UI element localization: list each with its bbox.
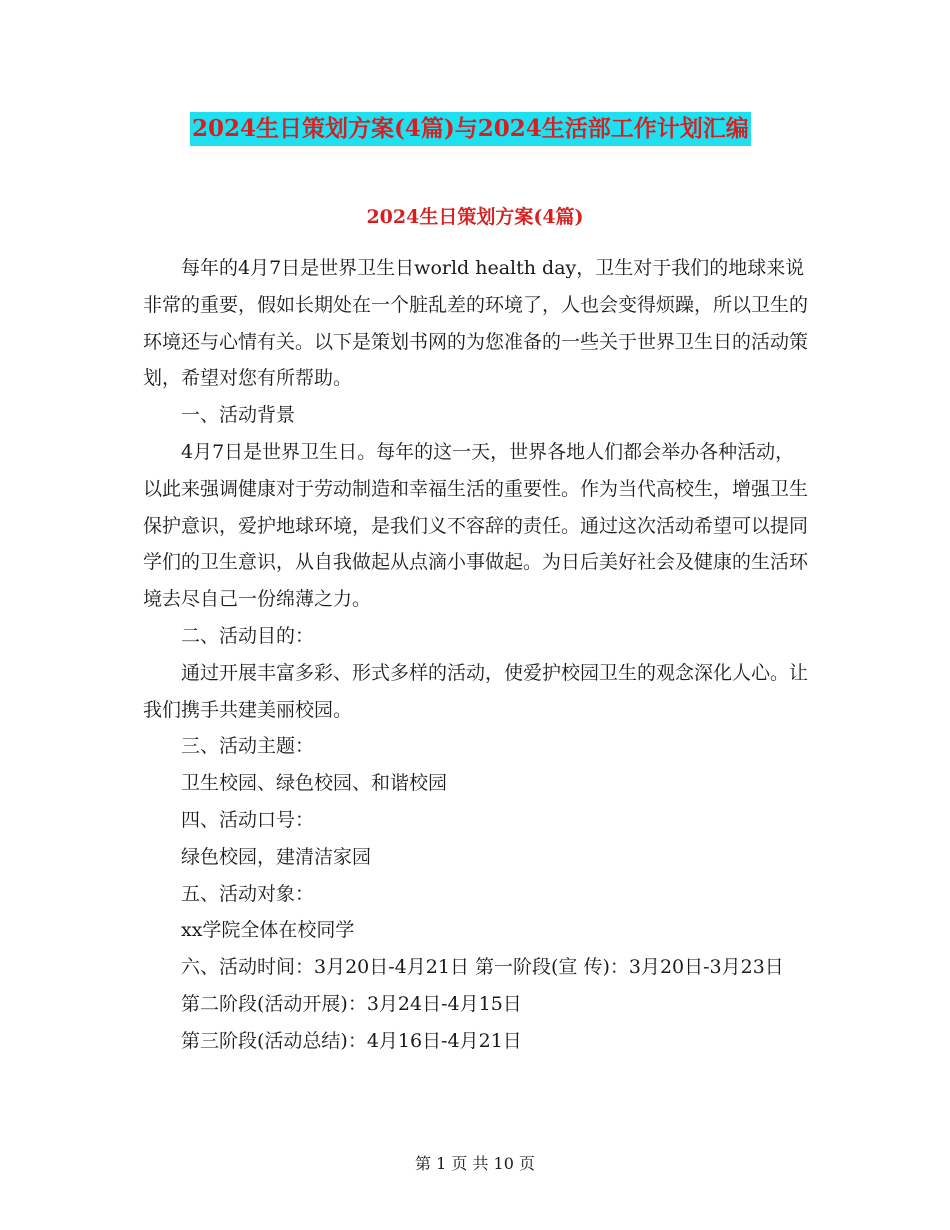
section-title: 2024生日策划方案(4篇) xyxy=(366,206,584,228)
paragraph-intro: 每年的4月7日是世界卫生日world health day，卫生对于我们的地球来说非常的重要，假如长期处在一个脏乱差的环境了，人也会变得烦躁，所以卫生的环境还与心情有关。以下是策划书网的为您准备的一些关于世界卫生日的活动策划，希望对您有所帮助。 xyxy=(143,257,809,390)
paragraph-audience: xx学院全体在校同学 xyxy=(181,919,355,942)
paragraph-purpose: 通过开展丰富多彩、形式多样的活动，使爱护校园卫生的观念深化人心。让我们携手共建美丽校园。 xyxy=(143,661,809,721)
paragraph-phase-two: 第二阶段(活动开展)：3月24日-4月15日 xyxy=(181,992,522,1015)
heading-audience: 五、活动对象： xyxy=(181,882,315,905)
document-title: 2024生日策划方案(4篇)与2024生活部工作计划汇编 xyxy=(190,112,751,146)
paragraph-background: 4月7日是世界卫生日。每年的这一天，世界各地人们都会举办各种活动，以此来强调健康对于劳动制造和幸福生活的重要性。作为当代高校生，增强卫生保护意识，爱护地球环境，是我们义不容辞的责任。通过这次活动希望可以提同学们的卫生意识，从自我做起从点滴小事做起。为日后美好社会及健康的生活环境去尽自己一份绵薄之力。 xyxy=(143,440,809,611)
document-body xyxy=(143,250,811,1060)
heading-purpose: 二、活动目的： xyxy=(181,624,315,647)
paragraph-slogan: 绿色校园，建清洁家园 xyxy=(181,845,372,868)
heading-theme: 三、活动主题： xyxy=(181,735,315,758)
heading-slogan: 四、活动口号： xyxy=(181,808,315,831)
paragraph-phase-three: 第三阶段(活动总结)：4月16日-4月21日 xyxy=(181,1029,522,1052)
heading-background: 一、活动背景 xyxy=(181,404,296,427)
page-number-footer: 第 1 页 共 10 页 xyxy=(415,1154,535,1173)
paragraph-theme: 卫生校园、绿色校园、和谐校园 xyxy=(181,772,448,795)
paragraph-time: 六、活动时间：3月20日-4月21日 第一阶段(宣 传)：3月20日-3月23日 xyxy=(181,956,784,979)
